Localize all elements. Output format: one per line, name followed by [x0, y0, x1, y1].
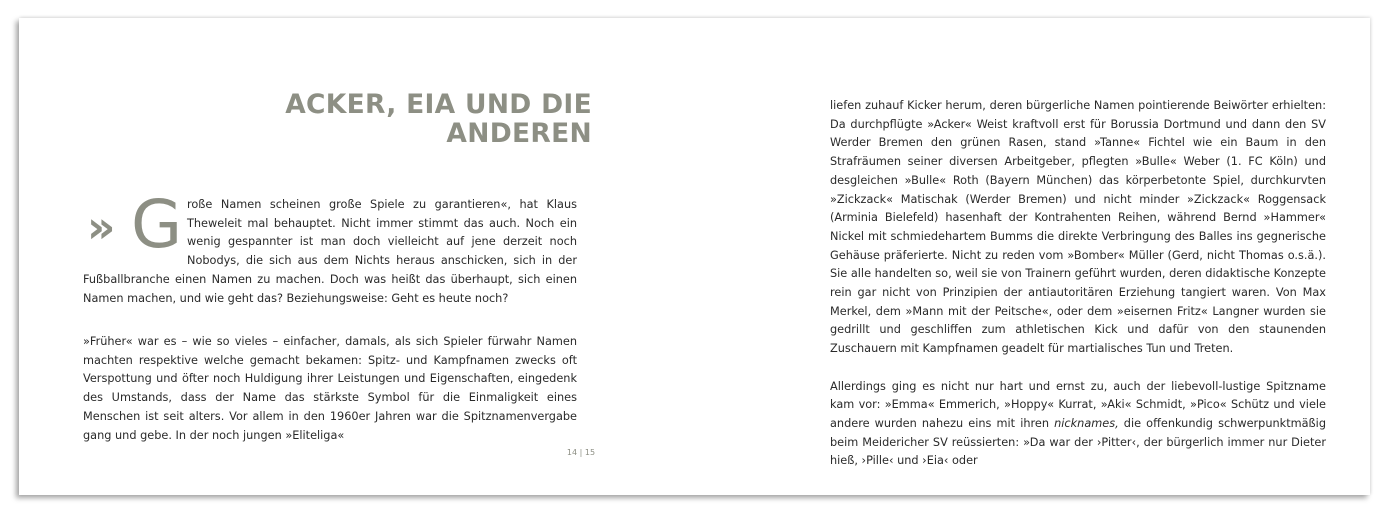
- drop-cap-letter: G: [131, 186, 183, 263]
- title-line-1: ACKER, EIA UND DIE: [285, 89, 592, 120]
- right-paragraph-2-a: Allerdings ging es nicht nur hart und ernst zu, auch der liebevoll-lustige Spitzname kam vor: »Emma« Emmerich, »Hoppy« Kurrat, »Aki« Schmidt, »Pico« Schütz und viele andere wurden nahezu eins mit ihren: [830, 379, 1326, 430]
- right-paragraph-2-italic: nicknames,: [1054, 416, 1119, 430]
- page-numbers: 14 | 15: [566, 448, 596, 457]
- chapter-title: [192, 90, 592, 148]
- book-spread: [19, 18, 1370, 495]
- right-column: [830, 97, 1326, 471]
- drop-cap: [83, 186, 183, 263]
- right-paragraph-1: liefen zuhauf Kicker herum, deren bürgerliche Namen pointierende Beiwörter erhielten: Da durchpflügte »Acker« Weist kraftvoll erst für Borussia Dortmund und dann den SV Werder Bremen den grünen Rasen, stand »Tanne« Fichtel wie ein Baum in den Strafräumen seiner diversen Arbeitgeber, pflegten »Bulle« Weber (1. FC Köln) und desgleichen »Bulle« Roth (Bayern München) das körperbetonte Spiel, durchkurvten »Zickzack« Matischak (Werder Bremen) und nicht minder »Zickzack« Roggensack (Arminia Bielefeld) hasenhaft der Kontrahenten Reihen, während Bernd »Hammer« Nickel mit schmiedehartem Bumms die direkte Verbringung des Balles ins gegnerische Gehäuse präferierte. Nicht zu reden vom »Bomber« Müller (Gerd, nicht Thomas o.s.ä.). Sie alle handelten so, weil sie von Trainern geführt wurden, deren didaktische Konzepte rein gar nicht von Prinzipien der antiautoritären Erziehung tangiert waren. Von Max Merkel, dem »Mann mit der Peitsche«, oder dem »eisernen Fritz« Langner wurden sie gedrillt und geschliffen zum athletischen Kick und dafür von den staunenden Zuschauern mit Kampfnamen geadelt für martialisches Tun und Treten.: [830, 99, 1326, 356]
- lead-text: roße Namen scheinen große Spiele zu garantieren«, hat Klaus Theweleit mal behauptet. Nicht immer stimmt das auch. Noch ein wenig gespannter ist man doch vielleicht auf jene derzeit noch Nobodys, die sich aus dem Nichts heraus anschicken, sich in der Fußballbranche einen Namen zu machen. Doch was heißt das überhaupt, sich einen Namen machen, und wie geht das? Beziehungsweise: Geht es heute noch?: [83, 198, 577, 305]
- left-paragraph-2: [83, 333, 577, 445]
- title-line-2: ANDEREN: [446, 118, 592, 149]
- lead-paragraph: [83, 186, 577, 308]
- left-paragraph-2-text: »Früher« war es – wie so vieles – einfacher, damals, als sich Spieler fürwahr Namen machten respektive welche gemacht bekamen: Spitz- und Kampfnamen zwecks oft Verspottung und öfter noch Huldigung ihrer Leistungen und Eigenschaften, eingedenk des Umstands, dass der Name das stärkste Symbol für die Einmaligkeit eines Menschen ist seit alters. Vor allem in den 1960er Jahren war die Spitznamenvergabe gang und gebe. In der noch jungen »Eliteliga«: [83, 335, 577, 442]
- paragraph-gap: [830, 359, 1326, 378]
- right-paragraph-2: [830, 378, 1326, 472]
- drop-cap-quote: »: [87, 202, 116, 253]
- right-paragraph-2-b: die offenkundig schwerpunktmäßig beim Meidericher SV reüssierten: »Da war der ›Pitter‹, der bürgerlich immer nur Dieter hieß, ›Pille‹ und ›Eia‹ oder: [830, 416, 1326, 468]
